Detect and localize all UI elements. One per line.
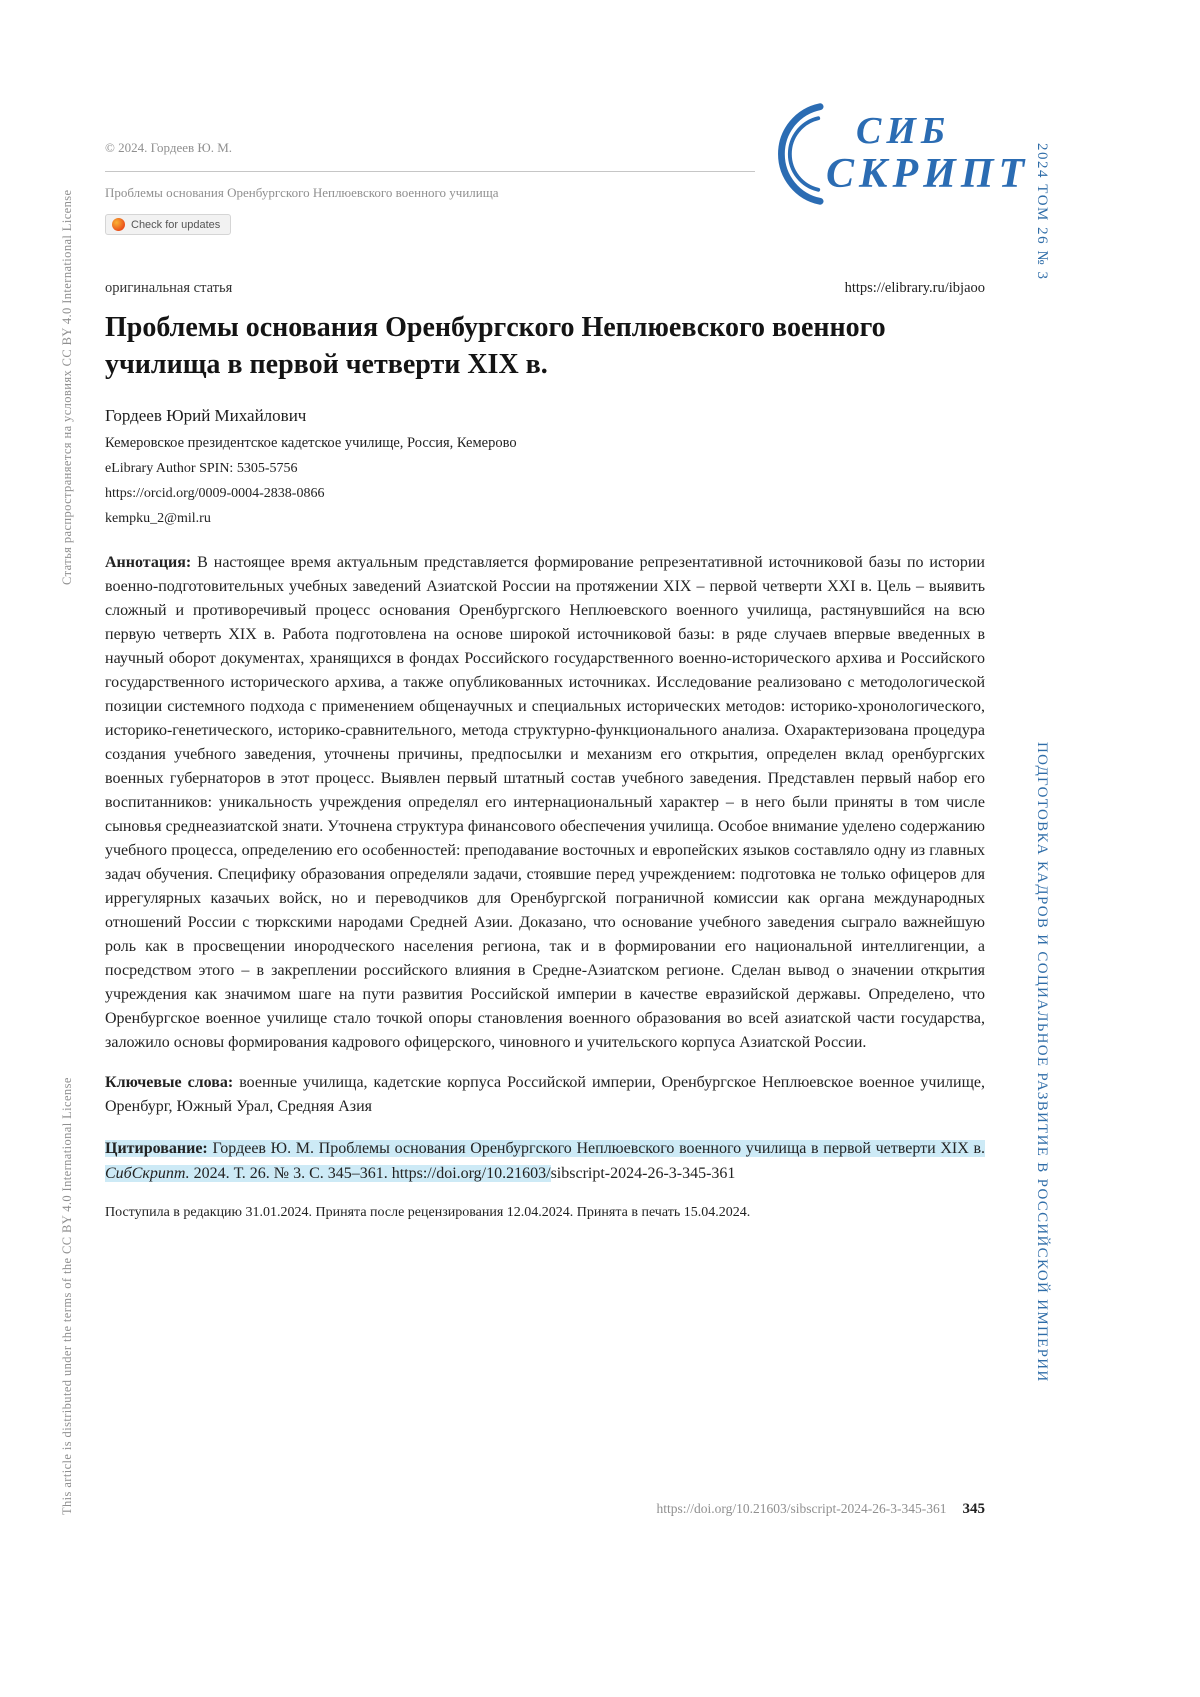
header-divider xyxy=(105,171,755,172)
copyright-line: © 2024. Гордеев Ю. М. xyxy=(105,140,233,155)
journal-logo-line2: СКРИПТ xyxy=(826,150,1030,197)
volume-issue-label: 2024 ТОМ 26 № 3 xyxy=(1034,143,1050,281)
citation-doi-tail: sibscript-2024-26-3-345-361 xyxy=(550,1164,736,1182)
abstract-text: В настоящее время актуальным представляется формирование репрезентативной источниковой базы по истории военно-подготовительных учебных заведений Азиатской России на протяжении XIX – первой четверти XXI в. Цель – выявить сложный и противоречивый процесс основания Оренбургского Неплюевского военного училища, растянувшийся на всю первую четверть XIX в. Работа подготовлена на основе широкой источниковой базы: в ряде случаев впервые введенных в научный оборот документах, хранящихся в фондах Российского государственного военно-исторического архива и Российского государственного исторического архива, а также опубликованных источниках. Исследование реализовано с методологической позиции системного подхода с применением общенаучных и специальных исторических методов: историко-хронологического, историко-генетического, историко-сравнительного, метода структурно-функционального анализа. Охарактеризована процедура создания учебного заведения, уточнены причины, предпосылки и механизм его открытия, определен вклад оренбургских военных губернаторов в этот процесс. Выявлен первый штатный состав учебного заведения. Представлен первый набор его воспитанников: уникальность учреждения определял его интернациональный характер – в него были приняты в том числе сыновья среднеазиатской знати. Уточнена структура финансового обеспечения училища. Особое внимание уделено содержанию учебного процесса, определению его особенностей: преподавание восточных и европейских языков составляло одну из главных задач обучения. Специфику образования определяли задачи, стоявшие перед учреждением: подготовка не только офицеров для иррегулярных казачьих войск, но и переводчиков для Оренбургской пограничной комиссии как органа международных отношений России с тюркскими народами Средней Азии. Доказано, что основание учебного заведения сыграло важнейшую роль как в просвещении инородческого населения региона, так и в формировании его национальной интеллигенции, а посредством этого – в закреплении российского влияния в Средне-Азиатском регионе. Сделан вывод о значении открытия учреждения как значимом шаге на пути развития Российской империи в качестве евразийской державы. Определено, что Оренбургское военное училище стало точкой опоры становления военного образования во всей азиатской части государства, заложило основы формирования кадрового офицерского, чиновного и учительского корпуса Азиатской России. xyxy=(105,553,985,1051)
crossmark-icon xyxy=(112,218,125,231)
page-number: 345 xyxy=(962,1501,985,1517)
page-title: Проблемы основания Оренбургского Неплюевского военного училища в первой четверти XIX в. xyxy=(105,312,886,380)
citation-journal-name: СибСкрипт. xyxy=(105,1164,190,1182)
journal-logo-line1: СИБ xyxy=(856,109,951,152)
author-spin: eLibrary Author SPIN: 5305-5756 xyxy=(105,460,298,476)
running-title: Проблемы основания Оренбургского Неплюевского военного училища xyxy=(105,185,499,200)
footer-doi-link[interactable]: https://doi.org/10.21603/sibscript-2024-26-3-345-361 xyxy=(656,1501,947,1516)
submission-dates: Поступила в редакцию 31.01.2024. Принята после рецензирования 12.04.2024. Принята в печать 15.04.2024. xyxy=(105,1204,751,1220)
citation-paragraph xyxy=(105,1137,985,1187)
abstract-paragraph xyxy=(105,551,985,1055)
check-for-updates-label: Check for updates xyxy=(131,218,221,231)
license-note-en: This article is distributed under the terms of the CC BY 4.0 International License xyxy=(60,1077,74,1515)
citation-details: 2024. Т. 26. № 3. С. 345–361. https://doi.org/10.21603/ xyxy=(189,1164,551,1182)
email-link[interactable]: kempku_2@mil.ru xyxy=(105,510,211,526)
page-footer xyxy=(105,1500,985,1518)
article-type-label: оригинальная статья xyxy=(105,280,233,296)
keywords-paragraph xyxy=(105,1071,985,1119)
license-note-ru: Статья распространяется на условиях CC BY 4.0 International License xyxy=(60,189,74,585)
orcid-link[interactable]: https://orcid.org/0009-0004-2838-0866 xyxy=(105,485,325,501)
keywords-text: военные училища, кадетские корпуса Российской империи, Оренбургское Неплюевское военное училище, Оренбург, Южный Урал, Средняя Азия xyxy=(105,1073,986,1115)
citation-text: Гордеев Ю. М. Проблемы основания Оренбургского Неплюевского военного училища в первой четверти XIX в. xyxy=(212,1139,986,1157)
author-affiliation: Кемеровское президентское кадетское училище, Россия, Кемерово xyxy=(105,434,517,451)
article-meta-row xyxy=(105,280,985,297)
abstract-label: Аннотация: xyxy=(105,553,198,571)
elibrary-link[interactable]: https://elibrary.ru/ibjaoo xyxy=(844,280,985,296)
citation-highlighted-block xyxy=(105,1140,985,1182)
main-column xyxy=(105,140,985,1221)
section-title-vertical: ПОДГОТОВКА КАДРОВ И СОЦИАЛЬНОЕ РАЗВИТИЕ В РОССИЙСКОЙ ИМПЕРИИ xyxy=(1034,742,1050,1383)
keywords-label: Ключевые слова: xyxy=(105,1073,240,1091)
author-name: Гордеев Юрий Михайлович xyxy=(105,405,307,425)
citation-label: Цитирование: xyxy=(105,1139,213,1157)
check-for-updates-badge[interactable] xyxy=(105,214,231,235)
